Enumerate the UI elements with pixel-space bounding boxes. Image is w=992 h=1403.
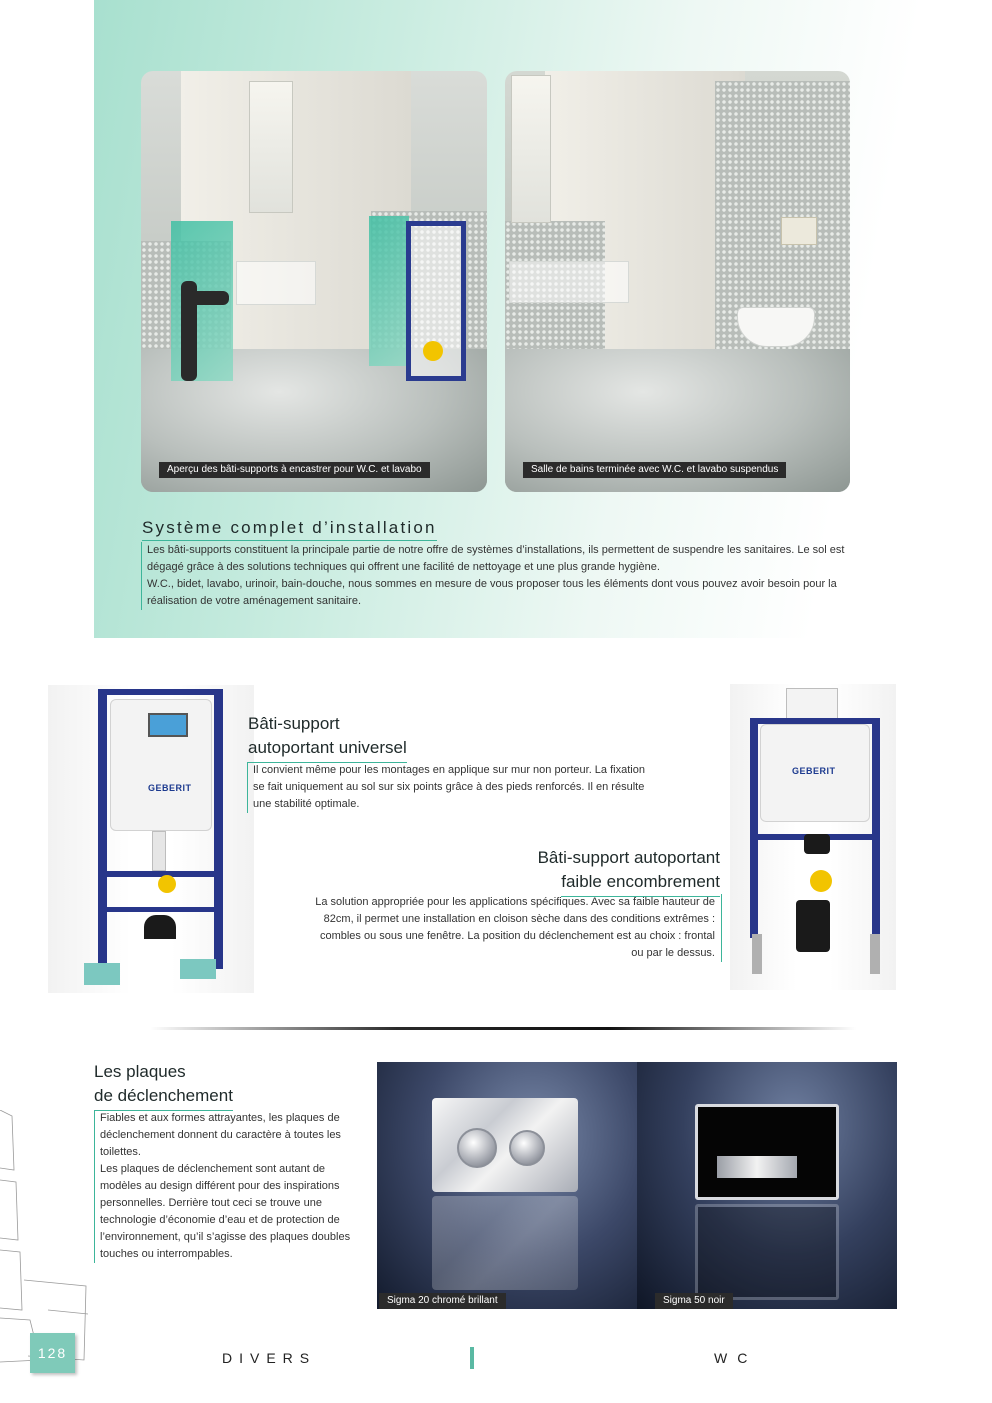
- geberit-logo-compact: GEBERIT: [792, 766, 836, 776]
- plates-title-line-1: Les plaques: [94, 1062, 186, 1081]
- universal-title-line-2: autoportant universel: [248, 736, 407, 763]
- universal-title-line-1: Bâti-support: [248, 714, 340, 733]
- photo-installation-frames: [141, 71, 487, 492]
- system-title: Système complet d’installation: [142, 518, 437, 541]
- compact-text: La solution appropriée pour les applications spécifiques. Avec sa faible hauteur de 82cm, il permet une installation en cloison sèche dans des conditions extrêmes : combles ou sous une fenêtre. La position du déclenchement est au choix : frontal ou par le dessus.: [312, 894, 722, 962]
- system-text: [141, 542, 851, 610]
- footer-subsection: WC: [714, 1350, 758, 1366]
- decorative-lines: [0, 1110, 90, 1370]
- photo-caption-right: Salle de bains terminée avec W.C. et lavabo suspendus: [523, 462, 786, 478]
- plate-caption-left: Sigma 20 chromé brillant: [379, 1293, 506, 1309]
- system-paragraph-1: Les bâti-supports constituent la principale partie de notre offre de systèmes d’installations, ils permettent de suspendre les sanitaires. Le sol est dégagé grâce à des solutions techniques qui offrent une facilité de nettoyage et une plus grande hygiène.: [147, 544, 845, 573]
- plates-text: [94, 1110, 354, 1263]
- plates-title-line-2: de déclenchement: [94, 1084, 233, 1111]
- footer-section: DIVERS: [222, 1350, 317, 1366]
- universal-frame-image: [48, 685, 254, 993]
- plates-paragraph-1: Fiables et aux formes attrayantes, les plaques de déclenchement donnent du caractère à toutes les toilettes.: [100, 1112, 341, 1158]
- plate-caption-right: Sigma 50 noir: [655, 1293, 733, 1309]
- compact-frame-image: [730, 684, 896, 990]
- universal-text: Il convient même pour les montages en applique sur mur non porteur. La fixation se fait uniquement au sol sur six points grâce à des pieds renforcés. Il en résulte une stabilité optimale.: [247, 762, 657, 813]
- system-paragraph-2: W.C., bidet, lavabo, urinoir, bain-douche, nous sommes en mesure de vous proposer tous les éléments dont vous pouvez avoir besoin pour la réalisation de votre aménagement sanitaire.: [147, 578, 837, 607]
- universal-title: [248, 712, 407, 763]
- footer-separator: [470, 1347, 474, 1369]
- compact-title: [440, 846, 720, 897]
- photo-caption-left: Aperçu des bâti-supports à encastrer pour W.C. et lavabo: [159, 462, 430, 478]
- compact-title-line-1: Bâti-support autoportant: [537, 848, 720, 867]
- plates-title: [94, 1060, 233, 1111]
- section-divider: [150, 1027, 856, 1030]
- plates-paragraph-2: Les plaques de déclenchement sont autant de modèles au design différent pour des inspirations personnelles. Derrière tout ceci se trouve une technologie d’économie d’eau et de protection de l’environnement, qu’il s’agisse des plaques doubles touches ou interrompables.: [100, 1163, 351, 1260]
- page-number: 128: [30, 1333, 75, 1373]
- compact-title-line-2: faible encombrement: [561, 870, 720, 897]
- plate-photo-sigma-20: [377, 1062, 637, 1309]
- photo-finished-bathroom: [505, 71, 850, 492]
- geberit-logo: GEBERIT: [148, 783, 192, 793]
- plate-photo-sigma-50: [637, 1062, 897, 1309]
